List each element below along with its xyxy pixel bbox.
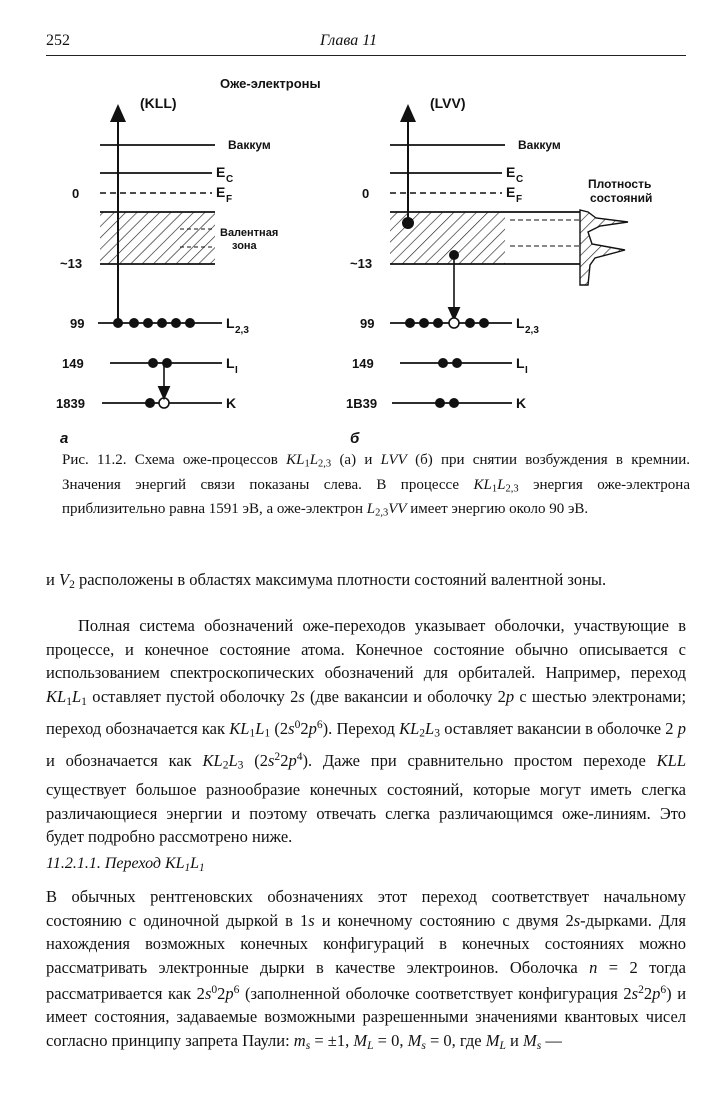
page-number: 252 <box>46 32 70 49</box>
para3-text-7: = ±1, <box>314 1030 350 1050</box>
energy-0-a: 0 <box>72 186 80 201</box>
ec-label-b: E <box>506 164 516 180</box>
para3-text-2: и конечному состоянию с двумя 2 <box>321 910 574 930</box>
caption-text-4: имеет энергию около 90 эВ. <box>410 501 589 518</box>
label-lvv: (LVV) <box>430 95 466 111</box>
energy-99-a: 99 <box>70 316 85 331</box>
vacuum-label-b: Ваккум <box>518 138 561 152</box>
caption-text-1: (а) и <box>339 452 373 468</box>
para3-text-4: = 2 тогда рассматривается как <box>46 957 687 1003</box>
valence-band-label-1: Валентная <box>220 227 279 239</box>
k-label-b: K <box>516 395 527 411</box>
energy-0-b: 0 <box>362 186 370 201</box>
energy-99-b: 99 <box>360 316 375 331</box>
panel-a-kll <box>56 112 282 447</box>
subsection-title: Переход <box>104 855 161 872</box>
l1-sub-b: I <box>525 365 528 376</box>
density-label-1: Плотность <box>588 177 652 191</box>
ec-sub-b: C <box>516 174 524 185</box>
k-label-a: K <box>226 395 237 411</box>
para3-text-8: = 0, <box>377 1030 404 1050</box>
running-head: Глава 11 <box>320 32 378 49</box>
ec-label-a: E <box>216 164 226 180</box>
para1-text-1: и <box>46 570 55 589</box>
ef-label-a: E <box>216 184 226 200</box>
para2-text-4: с шестью электронами; переход обозначается как <box>46 686 687 738</box>
l1-sub-a: I <box>235 365 238 376</box>
para3-text-1: В обычных рентгеновских обозначениях этот переход соответствует начальному состоянию с одиночной дыркой в 1 <box>46 887 686 930</box>
para3-text-9: = 0, где <box>429 1030 482 1050</box>
ec-sub-a: C <box>226 174 234 185</box>
vacuum-label-a: Ваккум <box>228 138 271 152</box>
density-label-2: состояний <box>590 191 653 205</box>
auger-process-figure <box>40 60 690 450</box>
figure-caption: Рис. 11.2. Схема оже-процессов $KL_1L_{2,3}$ (а) и LVV (б) при снятии возбуждения в кремнии. Значения энергий связи показаны слева. В процессе $KL_1L_{2,3}$ энергия оже-электрона приблизительно равна 1591 эВ, а оже-электрон $L_{2,3}VV$ имеет энергию около 90 эВ. <box>62 452 691 519</box>
para3-text-3: -дырками. Для нахождения возможных конечных конфигураций в конечных состояниях можно рассматривать электронные дырки в качестве электроинов. Оболочка <box>46 910 686 977</box>
paragraph-continuation: и $V_2$ расположены в областях максимума плотности состояний валентной зоны. <box>46 570 607 591</box>
energy-149-b: 149 <box>352 356 374 371</box>
para3-text-10: и <box>509 1030 519 1050</box>
valence-band-label-2: зона <box>232 240 257 252</box>
panel-b-lvv <box>346 112 652 447</box>
l23-sub-b: 2,3 <box>525 325 539 336</box>
header-rule <box>46 55 686 56</box>
para1-text-2: расположены в областях максимума плотности состояний валентной зоны. <box>78 570 607 589</box>
para2-text-7: и обозначается как <box>46 750 192 770</box>
paragraph-kl1l1: В обычных рентгеновских обозначениях этот переход соответствует начальному состоянию с одиночной дыркой в 1s и конечному состоянию с двумя 2s-дырками. Для нахождения возможных конечных конфигураций в конечных состояниях можно рассматривать электронные дырки в качестве электроинов. Оболочка n = 2 тогда рассматривается как $2s^02p^6$ (заполненной оболочке соответствует конфигурация $2s^22p^6$) и имеет состояния, задаваемые возможными разрешенными значениями квантовых чисел согласно принципу запрета Паули: $m_s = \pm 1$, $M_L = 0$, $M_s = 0$, где $M_L$ и $M_s$ — <box>46 887 687 1052</box>
para3-text-5: (заполненной оболочке соответствует конфигурация <box>244 983 618 1003</box>
para2-text-1: Полная система обозначений оже-переходов указывает оболочки, участвующие в процессе, и конечное состояние атома. Конечное состояние обычно описывается с использованием спектроскопических обозначений для орбиталей. Например, переход <box>46 616 686 682</box>
figure-title: Оже-электроны <box>220 76 321 91</box>
para2-text-3: (две вакансии и оболочку 2 <box>310 686 506 706</box>
para2-text-2: оставляет пустой оболочку 2 <box>92 686 299 706</box>
para2-text-9: существует большое разнообразие конечных состояний, которые могут иметь слегка различающиеся энергии и поэтому отвечать слегка различающимся оже-линиям. Это будет подробно рассмотрено ниже. <box>46 780 686 847</box>
caption-lead: Рис. 11.2. Схема оже-процессов <box>62 452 278 468</box>
paragraph-auger-notation: Полная система обозначений оже-переходов указывает оболочки, участвующие в процессе, и конечное состояние атома. Конечное состояние обычно описывается с использованием спектроскопических обозначений для орбиталей. Например, переход $KL_1L_1$ оставляет пустой оболочку 2s (две вакансии и оболочку 2p с шестью электронами; переход обозначается как $KL_1L_1$ $(2s^02p^6)$. Переход $KL_2L_3$ оставляет вакансии в оболочке 2 p и обозначается как $KL_2L_3$ $(2s^22p^4)$. Даже при сравнительно простом переходе KLL существует большое разнообразие конечных состояний, которые могут иметь слегка различающиеся энергии и поэтому отвечать слегка различающимся оже-линиям. Это будет подробно рассмотрено ниже. <box>46 616 687 847</box>
energy-1839-b: 1B39 <box>346 396 378 411</box>
l23-label-a: L <box>226 315 235 331</box>
para2-text-5: . Переход <box>328 718 395 738</box>
panel-b-label: б <box>350 430 360 447</box>
para3-text-11: — <box>545 1030 562 1050</box>
label-kll: (KLL) <box>140 95 177 111</box>
valence-band-a <box>100 212 215 264</box>
l1-label-a: L <box>226 355 235 371</box>
caption-text-2: (б) при снятии возбуждения в кремнии. Значения энергий связи показаны слева. В процессе <box>62 452 691 493</box>
para3-text-6: ) и имеет состояния, задаваемые возможными разрешенными значениями квантовых чисел согласно принципу запрета Паули: <box>46 983 687 1050</box>
caption-text-3: энергия оже-электрона приблизительно равна 1591 эВ, а оже-электрон <box>62 476 690 518</box>
subsection-number: 11.2.1.1. <box>46 855 101 872</box>
l1-label-b: L <box>516 355 525 371</box>
l23-sub-a: 2,3 <box>235 325 249 336</box>
ef-sub-a: F <box>226 194 233 205</box>
subsection-heading: 11.2.1.1. Переход $KL_1L_1$ <box>46 855 205 874</box>
energy-13-a: ~13 <box>60 256 83 271</box>
ef-label-b: E <box>506 184 516 200</box>
panel-a-label: а <box>60 430 69 447</box>
energy-149-a: 149 <box>62 356 84 371</box>
energy-1839-a: 1839 <box>56 396 85 411</box>
para2-text-6: оставляет вакансии в оболочке 2 <box>444 718 674 738</box>
density-of-states-curve <box>580 210 628 285</box>
l23-label-b: L <box>516 315 525 331</box>
energy-13-b: ~13 <box>350 256 373 271</box>
para2-text-8: . Даже при сравнительно простом переходе <box>307 750 646 770</box>
ef-sub-b: F <box>516 194 523 205</box>
